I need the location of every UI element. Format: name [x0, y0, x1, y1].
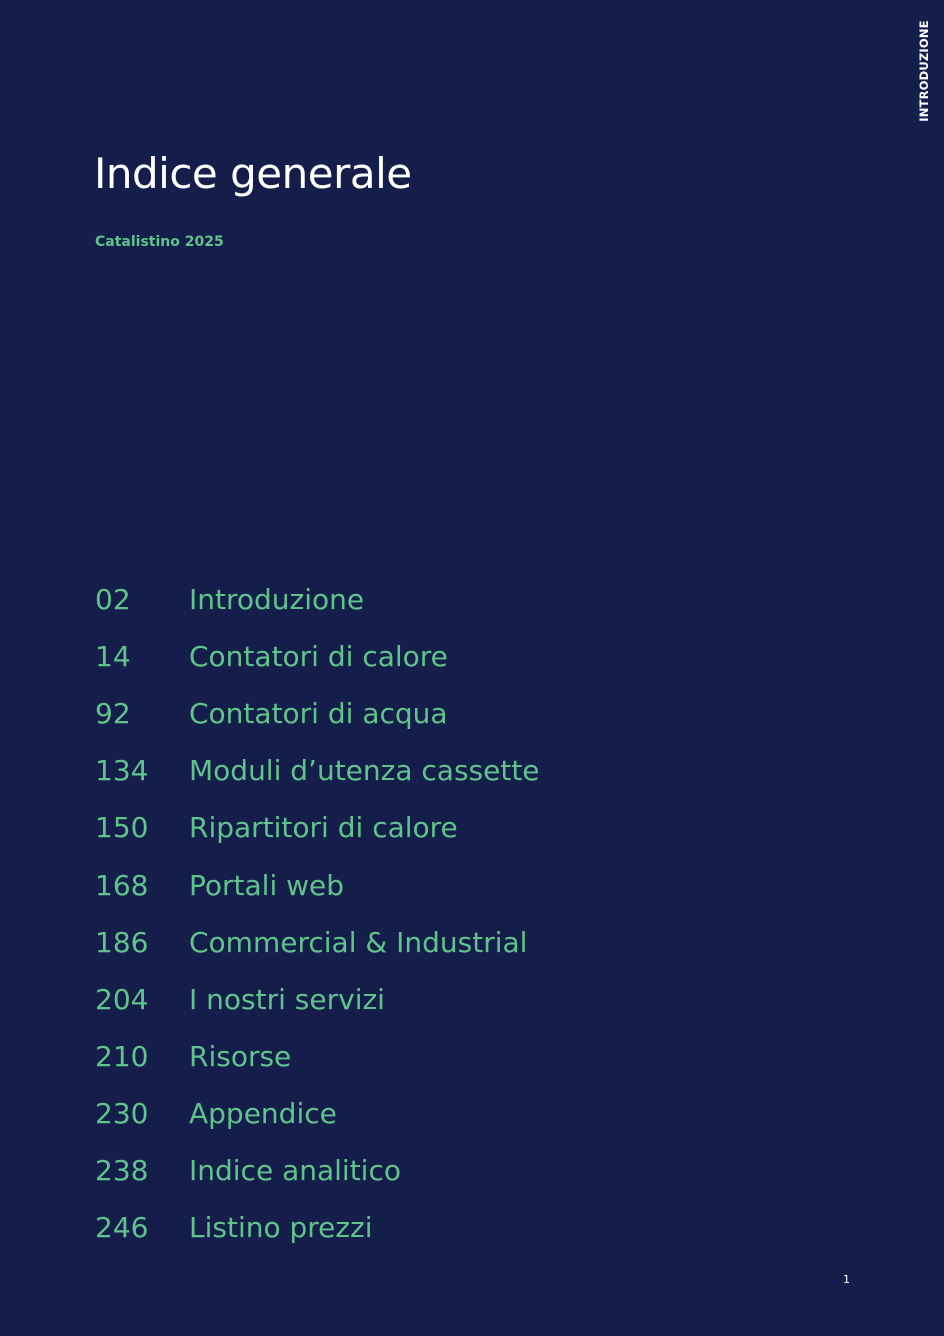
toc-label: Contatori di acqua: [189, 697, 448, 731]
toc-item-contatori-di-acqua[interactable]: [95, 685, 540, 742]
toc-page-number: 168: [95, 868, 149, 902]
toc-label: Listino prezzi: [189, 1211, 373, 1245]
toc-page-number: 204: [95, 982, 149, 1016]
toc-item-listino-prezzi[interactable]: [95, 1199, 540, 1256]
toc-item-contatori-di-calore[interactable]: [95, 628, 540, 685]
toc-page-number: 186: [95, 925, 149, 959]
toc-label: Risorse: [189, 1039, 292, 1073]
toc-item-portali-web[interactable]: [95, 856, 540, 913]
toc-page-number: 150: [95, 811, 149, 845]
toc-page-number: 230: [95, 1096, 149, 1130]
section-tab: [913, 16, 935, 126]
toc-item-moduli-utenza-cassette[interactable]: [95, 742, 540, 799]
toc-label: Introduzione: [189, 583, 365, 617]
toc-label: Indice analitico: [189, 1153, 401, 1187]
toc-label: I nostri servizi: [189, 982, 385, 1016]
page-number: 1: [843, 1273, 850, 1286]
toc-page-number: 210: [95, 1039, 149, 1073]
toc-page-number: 92: [95, 697, 131, 731]
toc-item-indice-analitico[interactable]: [95, 1142, 540, 1199]
section-tab-label: INTRODUZIONE: [917, 20, 932, 122]
toc-label: Contatori di calore: [189, 640, 448, 674]
table-of-contents: [95, 571, 540, 1256]
page-subtitle: Catalistino 2025: [95, 234, 224, 250]
toc-page-number: 02: [95, 583, 131, 617]
toc-item-appendice[interactable]: [95, 1085, 540, 1142]
toc-page-number: 14: [95, 640, 131, 674]
toc-item-commercial-industrial[interactable]: [95, 914, 540, 971]
toc-label: Portali web: [189, 868, 345, 902]
toc-item-i-nostri-servizi[interactable]: [95, 971, 540, 1028]
toc-page-number: 134: [95, 754, 149, 788]
toc-label: Moduli d’utenza cassette: [189, 754, 540, 788]
toc-page-number: 246: [95, 1211, 149, 1245]
toc-item-risorse[interactable]: [95, 1028, 540, 1085]
toc-label: Appendice: [189, 1096, 337, 1130]
toc-item-ripartitori-di-calore[interactable]: [95, 799, 540, 856]
toc-item-introduzione[interactable]: [95, 571, 540, 628]
toc-page-number: 238: [95, 1153, 149, 1187]
toc-label: Ripartitori di calore: [189, 811, 458, 845]
page-title: Indice generale: [94, 149, 412, 198]
toc-label: Commercial & Industrial: [189, 925, 528, 959]
